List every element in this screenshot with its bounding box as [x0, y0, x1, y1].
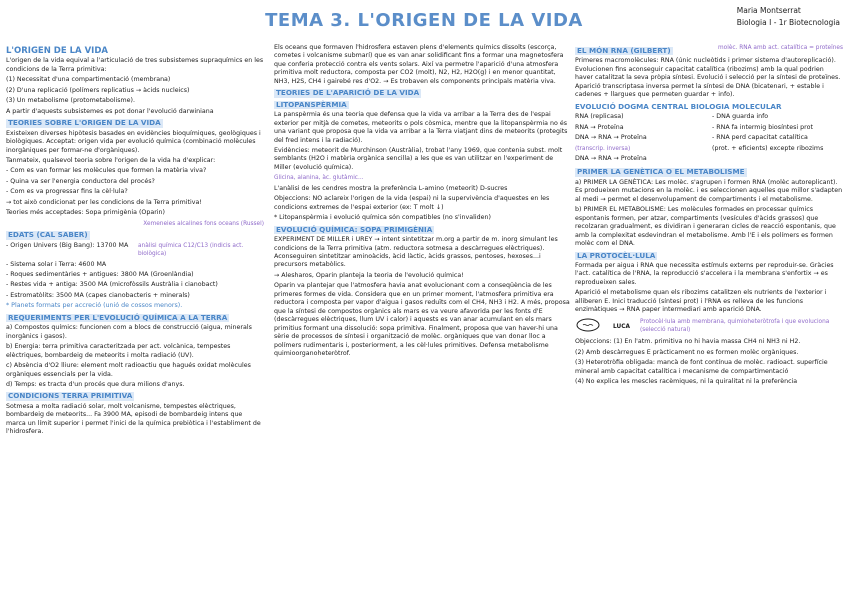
- paragraph: * Litopanspèrmia i evolució química són compatibles (no s'invaliden): [274, 214, 491, 222]
- page-title: TEMA 3. L'ORIGEN DE LA VIDA: [265, 10, 583, 31]
- paragraph: Existeixen diverses hipòtesis basades en evidències bioquímiques, geològiques i biològiques. Acceptat: origen vida per evolució química (combinació molècules inorgàniques per formar-ne d'orgàniques).: [6, 129, 261, 154]
- luca-label: LUCA: [613, 324, 630, 331]
- requirement-item: b) Energia: terra primitiva caracteritzada per act. volcànica, tempestes elèctriques, bombardeig de meteorits i molta radiació (UV).: [6, 343, 231, 359]
- column-2: [274, 44, 570, 360]
- dogma-stage: DNA → RNA → Proteïna: [575, 154, 647, 162]
- question-item: - Com es van formar les molècules que formen la matèria viva?: [6, 167, 207, 175]
- paragraph: (2) Amb descàrregues E pràcticament no es formen molèc orgàniques.: [575, 348, 799, 356]
- column-3: [575, 44, 843, 388]
- paragraph: a) PRIMER LA GENÈTICA: Les molèc. s'agrupen i formen RNA (molèc autoreplicant). Es produeixen mutacions en la molèc. i es seleccionen aquelles que millor s'adapten al medi → permet el desenvolupament de compartiments i el metabolisme.: [575, 178, 843, 203]
- note: Protocèl·lula amb membrana, quimioheteròtrofa i que evoluciona (selecció natural): [639, 318, 830, 334]
- dogma-note: (prot. + eficients) excepte ribozims: [712, 144, 824, 152]
- paragraph: b) PRIMER EL METABOLISME: Les molècules formades en processar químics espontanis formen, per atzar, compartiments (vesícules d'àcids grassos) que recolzaran gradualment, es dividiran i generaran cicles de reacció espontanis, que amb la complexitat esdevindran el metabolisme. Amb l'E i els polímers es formen molèc com el DNA.: [575, 206, 836, 248]
- date-item: - Roques sedimentàries + antigues: 3800 MA (Groenlàndia): [6, 270, 194, 278]
- paragraph: Aparició el metabolisme quan els ribozims catalitzen els nutrients de l'exterior i alliberen E. Inici traducció (síntesi prot) i l'RNA es relleva de les funcions enzimàtiques → RNA paper intermediari amb aparició DNA.: [575, 289, 827, 314]
- date-item: - Origen Univers (Big Bang): 13700 MA: [6, 241, 129, 249]
- dogma-note: - RNA fa intermig biosíntesi prot: [712, 123, 813, 131]
- column-1: [6, 44, 264, 439]
- heading-theories: TEORIES SOBRE L'ORIGEN DE LA VIDA: [8, 118, 161, 128]
- dogma-stage: RNA (replicasa): [575, 113, 624, 121]
- heading-chemical-evolution: EVOLUCIÓ QUÍMICA: SOPA PRIMIGÈNIA: [276, 224, 433, 234]
- list-item: (2) D'una replicació (polímers replicatius → àcids nucleics): [6, 86, 190, 94]
- paragraph: (3) Heterotròfia obligada: mancà de font contínua de molèc. radioact. superfície mineral amb capacitat catalítica i mecanisme de compartimentació: [575, 359, 828, 375]
- heading-protocell: LA PROTOCÈL·LULA: [577, 250, 656, 260]
- dogma-stage: DNA → RNA → Proteïna: [575, 134, 647, 142]
- list-item: (3) Un metabolisme (protometabolisme).: [6, 97, 136, 105]
- question-item: - Com es va progressar fins la cèl·lula?: [6, 188, 128, 196]
- heading-conditions: CONDICIONS TERRA PRIMITIVA: [8, 391, 133, 401]
- heading-requirements: REQUERIMENTS PER L'EVOLUCIÓ QUÍMICA A LA TERRA: [8, 312, 228, 322]
- dogma-stages: [575, 113, 706, 165]
- heading-rna-world: EL MÓN RNA (GILBERT): [577, 46, 671, 55]
- paragraph: Evidències: meteorit de Murchinson (Austràlia), trobat l'any 1969, que contenia subst. molt semblants (H2O i matèria orgànica sencilla) a les que es van utilitzar en l'experiment de Miller (evolució química).: [274, 146, 563, 171]
- requirement-item: d) Temps: es tracta d'un procés que dura milions d'anys.: [6, 380, 185, 388]
- heading-dogma: EVOLUCIÓ DOGMA CENTRAL BIOLOGIA MOLECULAR: [575, 101, 782, 111]
- paragraph: Sotmesa a molta radiació solar, molt volcanisme, tempestes elèctriques, bombardeig de meteorits... Fa 3900 MA, episodi de bombardeig intens que marca un límit superior i permet l'inici de la química prebiòtica i l'establiment de l'hidrosfera.: [6, 402, 261, 436]
- paragraph: Tanmateix, qualsevol teoria sobre l'origen de la vida ha d'explicar:: [6, 156, 216, 164]
- date-item: * Planets formats per accreció (unió de cossos menors).: [6, 302, 183, 310]
- dogma-note: - RNA perd capacitat catalítica: [712, 134, 808, 142]
- paragraph: L'origen de la vida equival a l'articulació de tres subsistemes supraquímics en les condicions de la Terra primitiva:: [6, 57, 264, 73]
- paragraph: → Alesharos, Oparin planteja la teoria de l'evolució química!: [274, 271, 464, 279]
- luca-icon: [575, 317, 601, 338]
- note: (transcrip. inversa): [575, 145, 631, 152]
- heading-ages: EDATS (CAL SABER): [8, 230, 88, 240]
- paragraph: Objeccions: (1) En l'atm. primitiva no hi havia massa CH4 ni NH3 ni H2.: [575, 338, 801, 346]
- heading-litopanspermia: LITOPANSPÈRMIA: [276, 99, 347, 109]
- date-item: - Estromatòlits: 3500 MA (capes cianobacteris + minerals): [6, 291, 190, 299]
- heading-origin: L'ORIGEN DE LA VIDA: [6, 46, 108, 56]
- requirement-item: a) Compostos químics: funcionen com a blocs de construcció (aigua, minerals inorgànics i gasos).: [6, 324, 252, 340]
- author-block: [737, 5, 840, 29]
- paragraph: EXPERIMENT DE MILLER i UREY → intent sintetitzar m.org a partir de m. inorg simulant les condicions de la Terra primitiva (atm. reductora sotmesa a descàrregues elèctriques). Aconseguiren sintetitzar aminoàcids, àcid làctic, àcids grassos, pentoses, hexoses...i precursors metabòlics.: [274, 236, 558, 269]
- date-item: - Restes vida + antiga: 3500 MA (microfòssils Austràlia i cianobact): [6, 281, 218, 289]
- dogma-note: - DNA guarda info: [712, 113, 769, 121]
- paragraph: Formada per aigua i RNA que necessita estímuls externs per reproduir-se. Gràcies l'act. catalítica de l'RNA, la reproducció s'accelera i la membrana s'enfortix → es reprodueixen sales.: [575, 261, 834, 286]
- heading-genetics-metabolism: PRIMER LA GENÈTICA O EL METABOLISME: [577, 167, 745, 177]
- paragraph: Teories més acceptades: Sopa primigènia (Oparin): [6, 209, 165, 217]
- dogma-notes: [712, 113, 843, 165]
- paragraph: (4) No explica les mescles racèmiques, ni la quiralitat ni la preferència: [575, 377, 798, 385]
- question-item: - Quina va ser l'energia conductora del procés?: [6, 177, 155, 185]
- requirement-item: c) Absència d'O2 lliure: element molt radioactiu que hagués oxidat molècules orgàniques essencials per la vida.: [6, 362, 251, 378]
- dogma-stage: RNA → Proteïna: [575, 123, 624, 131]
- course-name: Biologia I - 1r Biotecnologia: [736, 18, 840, 27]
- note: molèc. RNA amb act. catalítica = proteïnes: [718, 45, 843, 51]
- note: anàlisi química C12/C13 (indicis act. biològica): [138, 242, 244, 258]
- author-name: Maria Montserrat: [736, 6, 801, 15]
- paragraph: Els oceans que formaven l'hidrosfera estaven plens d'elements químics dissolts (escorça, cometes i volcanisme submarí) que es van anar solidificant fins a formar una magnetosfera que conferia protecció contra els vents solars. Així va permetre l'aparició d'una atmosfera primitiva molt reductora, composta per CO2 (molt), N2, H2, H2O(g) i en menor quantitat, NH3, H2S, CH4 i gairebé res d'O2. → Es trobaven els components principals matèria viva.: [274, 44, 564, 85]
- list-item: (1) Necessitat d'una compartimentació (membrana): [6, 76, 171, 84]
- paragraph: A partir d'aquests subsistemes es pot donar l'evolució darwiniana: [6, 107, 214, 115]
- paragraph: L'anàlisi de les cendres mostra la preferència L-amino (meteorit) D-sucres: [274, 184, 508, 192]
- date-item: - Sistema solar i Terra: 4600 MA: [6, 260, 107, 268]
- paragraph: Oparin va plantejar que l'atmosfera havia anat evolucionant com a conseqüència de les primeres formes de vida. Considera que en un primer moment, l'atmosfera primitiva era reductora i composta per vapor d'aigua i gasos reduïts com el CH4, NH3 i H2. A més, proposa que la síntesi de compostos orgànics als mars es va veure afavorida per les fonts d'E (descàrregues elèctriques, llum UV i calor) i aquests es van anar acumulant en els mars primitius formant una dissolució: sopa primitiva. Finalment, proposa que van haver-hi una sèrie de processos de síntesi i organització de molèc. orgàniques que van donar lloc a polímers rudimentaris i, posteriorment, a les cèl·lules primitives. Defensa metabolisme quimioorganoheteròtrof.: [274, 282, 570, 357]
- paragraph: Objeccions: NO aclareix l'origen de la vida (espai) ni la supervivència d'aquestes en les condicions extremes de l'espai exterior (ex: T molt ↓): [274, 195, 550, 211]
- paragraph: Primeres macromolècules: RNA (únic nucleòtids i primer sistema d'autoreplicació). Evolucionen fins aconseguir capacitat catalítica (ribozims) amb la qual podrien haver catalitzat la seva pròpia síntesi. Evolució i selecció per la síntesi de proteïnes. Aparició transcriptasa inversa permet la síntesi de DNA (bicatenari, + estable i cadenes + llargues que permeten guardar + info).: [575, 57, 841, 99]
- note: Xemeneies alcalines fons oceans (Russel): [143, 220, 264, 227]
- question-item: → tot això condicionat per les condicions de la Terra primitiva!: [6, 198, 202, 206]
- note: Glicina, alanina, àc. glutàmic...: [274, 175, 364, 182]
- paragraph: La panspèrmia és una teoria que defensa que la vida va arribar a la Terra des de l'espai exterior per mitjà de cometes, meteorits o pols còsmica, mentre que la litopanspèrmia no és una variant que proposa que la vida va arribar a la Terra viatjant dins de meteorits (protegits del fred intens i la radiació).: [274, 111, 568, 144]
- heading-life-theories: TEORIES DE L'APARICIÓ DE LA VIDA: [276, 88, 420, 98]
